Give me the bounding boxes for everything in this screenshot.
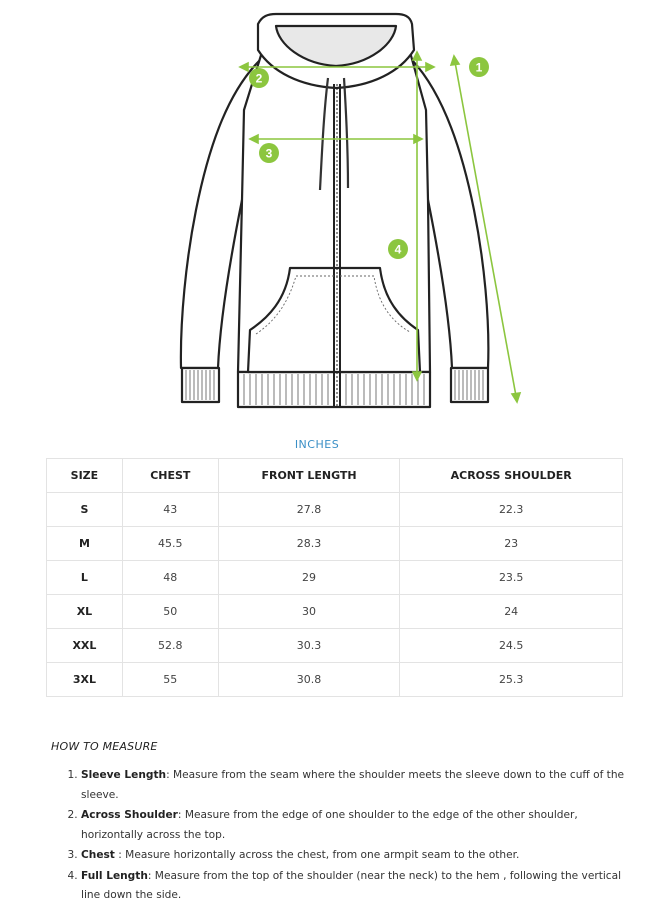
chest-cell: 48 (122, 561, 218, 595)
size-cell: L (47, 561, 123, 595)
size-cell: S (47, 493, 123, 527)
size-cell: XL (47, 595, 123, 629)
item-text: : Measure from the edge of one shoulder to the edge of the other shoulder, horizontally across the top. (81, 809, 578, 841)
zipper (334, 84, 340, 406)
across-shoulder-cell: 23 (400, 527, 623, 561)
item-term: Sleeve Length (81, 769, 167, 781)
front-length-cell: 30.3 (218, 629, 400, 663)
across-shoulder-cell: 25.3 (400, 663, 623, 697)
svg-text:1: 1 (475, 60, 483, 75)
table-row (47, 663, 623, 697)
size-cell: M (47, 527, 123, 561)
header-front-length: FRONT LENGTH (218, 459, 400, 493)
table-row (47, 561, 623, 595)
svg-text:4: 4 (394, 242, 402, 257)
chest-cell: 50 (122, 595, 218, 629)
marker-1 (469, 57, 489, 77)
table-row (47, 527, 623, 561)
hoodie-measurement-diagram (0, 0, 669, 420)
table-row (47, 493, 623, 527)
unit-label: INCHES (294, 438, 340, 451)
front-length-cell: 29 (218, 561, 400, 595)
chest-cell: 52.8 (122, 629, 218, 663)
chest-cell: 43 (122, 493, 218, 527)
size-chart-table (46, 458, 623, 697)
item-term: Full Length (81, 869, 148, 882)
front-length-cell: 30 (218, 595, 400, 629)
chest-cell: 55 (122, 663, 218, 697)
across-shoulder-cell: 24.5 (400, 629, 623, 663)
item-text: : Measure horizontally across the chest, from one armpit seam to the other. (114, 849, 520, 861)
marker-2 (249, 68, 269, 88)
hoodie-illustration (0, 0, 669, 420)
across-shoulder-cell: 23.5 (400, 561, 623, 595)
table-row (47, 595, 623, 629)
header-size: SIZE (47, 459, 123, 493)
marker-4 (388, 239, 408, 259)
across-shoulder-cell: 22.3 (400, 493, 623, 527)
right-cuff (451, 368, 488, 402)
svg-text:3: 3 (265, 146, 273, 161)
front-length-cell: 27.8 (218, 493, 400, 527)
item-term: Chest (81, 849, 115, 861)
list-item (81, 766, 637, 805)
list-item (81, 846, 637, 866)
header-across-shoulder: ACROSS SHOULDER (400, 459, 623, 493)
how-to-measure-title: HOW TO MEASURE (51, 740, 158, 753)
marker-3 (259, 143, 279, 163)
item-text: : Measure from the top of the shoulder (near the neck) to the hem , following the vertical line down the side. (81, 869, 622, 901)
across-shoulder-cell: 24 (400, 595, 623, 629)
item-text: : Measure from the seam where the shoulder meets the sleeve down to the cuff of the sleeve. (81, 769, 625, 801)
table-row (47, 629, 623, 663)
left-cuff (182, 368, 219, 402)
how-to-measure-list (67, 766, 637, 907)
chest-cell: 45.5 (122, 527, 218, 561)
list-item (81, 806, 637, 845)
svg-text:2: 2 (255, 71, 263, 86)
front-length-cell: 28.3 (218, 527, 400, 561)
size-cell: 3XL (47, 663, 123, 697)
table-header-row (47, 459, 623, 493)
list-item (81, 867, 637, 906)
header-chest: CHEST (122, 459, 218, 493)
size-cell: XXL (47, 629, 123, 663)
front-length-cell: 30.8 (218, 663, 400, 697)
item-term: Across Shoulder (81, 809, 178, 821)
